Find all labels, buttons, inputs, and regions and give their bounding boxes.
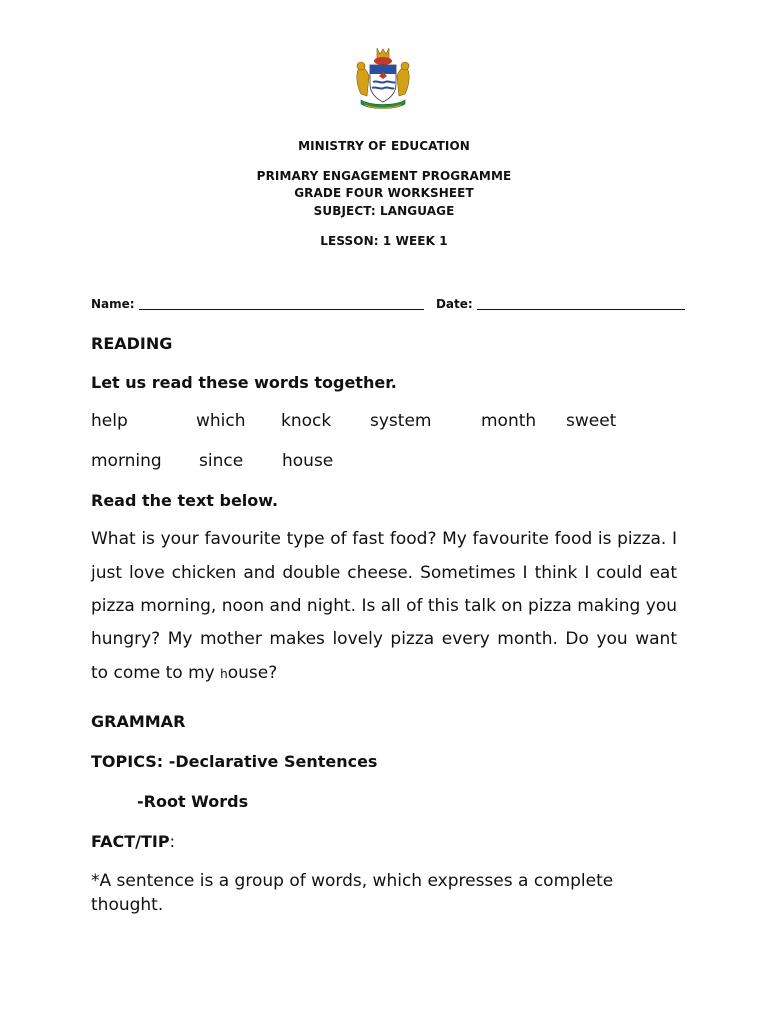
- name-label: Name:: [91, 297, 135, 311]
- passage-line: just love chicken and double cheese. Sometimes I think I could eat: [91, 563, 677, 583]
- word-item: since: [199, 451, 244, 471]
- word-item: sweet: [566, 411, 617, 431]
- text-instruction: Read the text below.: [91, 491, 279, 510]
- reading-instruction: Let us read these words together.: [91, 373, 397, 392]
- date-field[interactable]: [477, 297, 685, 310]
- ministry-title: MINISTRY OF EDUCATION: [298, 139, 470, 153]
- fact-heading: [91, 832, 175, 851]
- word-item: morning: [91, 451, 162, 471]
- worksheet-title: GRADE FOUR WORKSHEET: [294, 186, 474, 200]
- passage-small-letter: h: [220, 667, 228, 681]
- word-item: which: [196, 411, 246, 431]
- word-item: system: [370, 411, 432, 431]
- fact-heading-colon: :: [169, 832, 175, 851]
- fact-heading-text: FACT/TIP: [91, 832, 170, 851]
- reading-heading: READING: [91, 334, 173, 353]
- date-label: Date:: [435, 297, 473, 311]
- passage-line: pizza morning, noon and night. Is all of this talk on pizza making you: [91, 596, 677, 616]
- topic-root-words: -Root Words: [137, 792, 249, 811]
- passage-text: to come to my: [91, 663, 221, 683]
- programme-title: PRIMARY ENGAGEMENT PROGRAMME: [256, 169, 512, 183]
- passage-line-last: [91, 663, 677, 683]
- name-date-line: [91, 297, 691, 311]
- coat-of-arms-icon: [353, 46, 413, 112]
- word-item: knock: [281, 411, 332, 431]
- word-item: help: [91, 411, 128, 431]
- lesson-title: LESSON: 1 WEEK 1: [320, 234, 448, 248]
- passage-line: What is your favourite type of fast food? My favourite food is pizza. I: [91, 529, 677, 549]
- topics-line: TOPICS: -Declarative Sentences: [91, 752, 378, 771]
- fact-text: *A sentence is a group of words, which expresses a complete thought.: [91, 871, 614, 915]
- passage-text-end: ouse?: [227, 663, 278, 683]
- name-field[interactable]: [139, 297, 424, 310]
- word-item: house: [282, 451, 334, 471]
- passage-line: hungry? My mother makes lovely pizza every month. Do you want: [91, 629, 677, 649]
- word-item: month: [481, 411, 537, 431]
- grammar-heading: GRAMMAR: [91, 712, 186, 731]
- subject-title: SUBJECT: LANGUAGE: [313, 204, 455, 218]
